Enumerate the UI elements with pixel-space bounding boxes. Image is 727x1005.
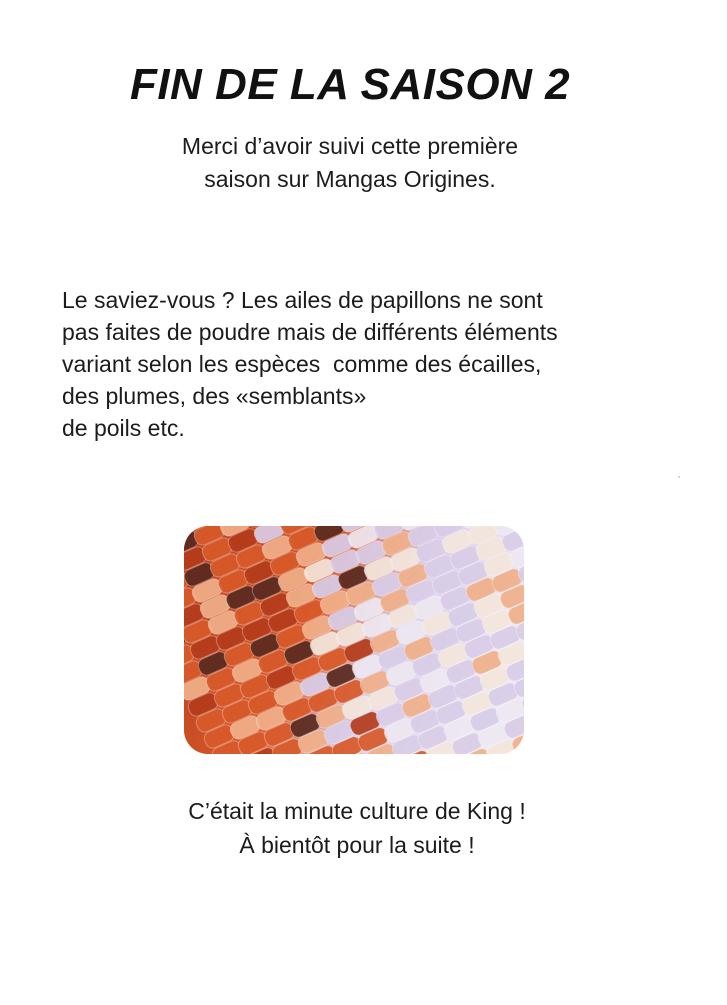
page-title: FIN DE LA SAISON 2 <box>129 60 571 109</box>
butterfly-scales-image <box>184 526 524 754</box>
fact-line: variant selon les espèces comme des écailles, <box>62 351 542 377</box>
fact-line: pas faites de poudre mais de différents éléments <box>62 319 558 345</box>
thanks-line: Merci d’avoir suivi cette première <box>181 133 519 159</box>
stray-dot <box>678 476 680 478</box>
thanks-message <box>0 130 700 196</box>
closing-line: À bientôt pour la suite ! <box>239 832 475 858</box>
fact-line: Le saviez-vous ? Les ailes de papillons ne sont <box>62 287 543 313</box>
closing-line: C’était la minute culture de King ! <box>188 798 526 824</box>
fact-line: de poils etc. <box>62 415 185 441</box>
thanks-line: saison sur Mangas Origines. <box>204 166 496 192</box>
scales-group <box>184 526 524 754</box>
butterfly-scales-illustration <box>184 526 524 754</box>
fun-fact-paragraph <box>62 284 702 444</box>
fact-line: des plumes, des «semblants» <box>62 383 367 409</box>
closing-message <box>0 794 714 862</box>
wing-scale <box>518 526 524 528</box>
